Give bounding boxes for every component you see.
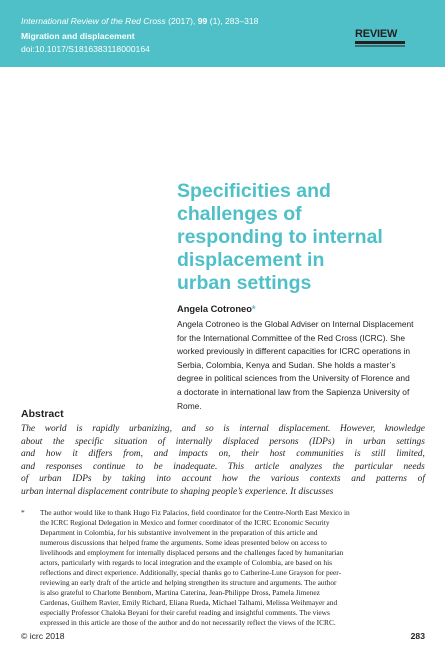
- abstract-word: internally: [175, 436, 213, 447]
- abstract-word: into: [156, 474, 171, 485]
- abstract-word: and: [21, 449, 36, 460]
- footnote-line: the ICRC Regional Delegation in Mexico and former coordinator of the ICRC Economic Security: [40, 518, 330, 527]
- abstract-word: knowledge: [384, 424, 425, 434]
- title-line: displacement in: [177, 249, 325, 271]
- title-line: urban settings: [177, 272, 312, 294]
- author-name: [177, 304, 256, 314]
- abstract-line: [21, 473, 425, 486]
- abstract-word: responses: [45, 461, 83, 472]
- journal-year: (2017),: [168, 16, 196, 26]
- abstract-word: The: [21, 424, 36, 434]
- abstract-word: about: [21, 436, 43, 447]
- abstract-word: by: [102, 474, 112, 485]
- abstract-word: inadequate.: [173, 461, 218, 472]
- title-line: challenges of: [177, 203, 302, 225]
- bio-line: a doctorate in international law from the Sapienza University of: [177, 386, 410, 397]
- journal-pages: 283–318: [224, 16, 259, 26]
- bio-line: worked previously in different capacities for ICRC operations in: [177, 346, 411, 357]
- abstract-word: the: [52, 436, 65, 447]
- abstract-body: [21, 423, 425, 499]
- footnote-text: [40, 508, 425, 628]
- abstract-word: so: [205, 424, 214, 434]
- abstract-word: displaced: [222, 436, 259, 447]
- footnote-line: is also grateful to Charlotte Bennborn, Martina Caterina, Jean-Philippe Dross, Pamela Jimenez: [40, 588, 320, 597]
- abstract-word: is: [223, 424, 230, 434]
- abstract-word: persons: [269, 436, 299, 447]
- abstract-word: contexts: [309, 474, 341, 485]
- abstract-word: displacement.: [278, 424, 331, 434]
- footnote-line: reviewing an early draft of the article and helping strengthen its structure and arguments. The author: [40, 578, 337, 587]
- abstract-line: [21, 448, 425, 461]
- abstract-word: on,: [218, 449, 231, 460]
- abstract-word: and: [21, 461, 36, 472]
- abstract-word: analyzes: [289, 461, 323, 472]
- bio-line: Rome.: [177, 400, 202, 411]
- abstract-word: This: [227, 461, 245, 472]
- abstract-word: in: [345, 436, 353, 447]
- footnote-line: expressed in this article are those of the author and do not necessarily reflect the views of the ICRC.: [40, 618, 336, 627]
- footnote-line: Department in Colombia, for his substantive involvement in the preparation of this article and: [40, 528, 318, 537]
- bio-line: Serbia, Colombia, Kenya and Sudan. She holds a master’s: [177, 359, 396, 370]
- footnote-marker: *: [21, 508, 25, 517]
- bio-line: Angela Cotroneo is the Global Adviser on Internal Displacement: [177, 319, 414, 329]
- journal-header-band: [0, 0, 445, 67]
- abstract-word: the: [248, 474, 261, 485]
- abstract-word: be: [153, 461, 163, 472]
- footnote-line: reflections and direct experience. Additionally, special thanks go to Catherine-Lune Grayson for peer-: [40, 568, 342, 577]
- abstract-word: situation: [114, 436, 148, 447]
- abstract-word: to: [135, 461, 144, 472]
- abstract-heading: Abstract: [21, 408, 64, 420]
- abstract-line: [21, 423, 425, 436]
- abstract-word: internal: [239, 424, 269, 434]
- abstract-word: settings: [396, 436, 425, 447]
- abstract-word: of: [417, 474, 425, 485]
- footnote-line: The author would like to thank Hugo Fiz Palacios, field coordinator for the Centre-North East Mexico in: [40, 508, 350, 517]
- abstract-word: from,: [123, 449, 143, 460]
- footnote-line: livelihoods and employment for internally displaced persons and the challenges faced by humanitarian: [40, 548, 344, 557]
- journal-issue: (1),: [209, 16, 223, 26]
- abstract-word: still: [371, 449, 386, 460]
- abstract-word: world: [44, 424, 67, 434]
- page-number: 283: [410, 631, 425, 641]
- footnote-line: actors, particularly with regards to local integration and the example of Colombia, are based on his: [40, 558, 333, 567]
- abstract-line: urban internal displacement contribute to shaping people’s experience. It discusses: [21, 486, 334, 497]
- review-logo: [355, 29, 410, 49]
- abstract-word: how: [222, 474, 238, 485]
- abstract-word: patterns: [376, 474, 407, 485]
- author-name-text: Angela Cotroneo: [177, 304, 252, 314]
- logo-subrule: [355, 45, 405, 47]
- abstract-word: particular: [354, 461, 393, 472]
- copyright-notice: © icrc 2018: [21, 631, 65, 641]
- review-logo-text: REVIEW: [355, 28, 398, 40]
- author-bio: [177, 318, 427, 413]
- abstract-word: host: [269, 449, 286, 460]
- footnote-line: especially Professor Chaloka Beyani for their careful reading and insightful comments. The views: [40, 608, 330, 617]
- abstract-word: However,: [340, 424, 376, 434]
- abstract-word: urban: [39, 474, 62, 485]
- article-title: [177, 180, 437, 295]
- journal-citation: [21, 16, 258, 26]
- abstract-word: of: [157, 436, 166, 447]
- abstract-word: (IDPs): [309, 436, 335, 447]
- abstract-word: various: [270, 474, 299, 485]
- abstract-word: and: [153, 449, 168, 460]
- footnote-line: Cardenas, Guilhem Ravier, Emily Richard, Eliana Rueda, Michael Talhami, Melissa Weihmayer and: [40, 598, 338, 607]
- abstract-word: continue: [92, 461, 126, 472]
- abstract-line: [21, 461, 425, 474]
- abstract-word: taking: [122, 474, 146, 485]
- logo-rule: [355, 41, 405, 44]
- bio-line: degree in political sciences from the University of Florence and: [177, 373, 410, 384]
- abstract-word: and: [181, 424, 196, 434]
- bio-line: for the International Committee of the Red Cross (ICRC). She: [177, 332, 406, 343]
- abstract-word: their: [241, 449, 259, 460]
- abstract-word: communities: [296, 449, 344, 460]
- abstract-word: account: [181, 474, 212, 485]
- abstract-word: article: [254, 461, 280, 472]
- doi-link[interactable]: doi:10.1017/S1816383118000164: [21, 44, 150, 54]
- section-name: Migration and displacement: [21, 31, 135, 41]
- title-line: responding to internal: [177, 226, 383, 248]
- abstract-word: specific: [75, 436, 104, 447]
- journal-volume: 99: [197, 16, 208, 26]
- abstract-word: urban: [363, 436, 386, 447]
- abstract-word: needs: [403, 461, 425, 472]
- abstract-word: urbanizing,: [128, 424, 172, 434]
- abstract-word: impacts: [178, 449, 208, 460]
- abstract-word: is: [354, 449, 361, 460]
- abstract-word: rapidly: [92, 424, 120, 434]
- abstract-word: and: [351, 474, 366, 485]
- abstract-word: limited,: [396, 449, 425, 460]
- journal-name: International Review of the Red Cross: [21, 16, 166, 26]
- abstract-word: is: [76, 424, 83, 434]
- title-line: Specificities and: [177, 180, 331, 202]
- abstract-word: differs: [88, 449, 113, 460]
- abstract-word: how: [45, 449, 62, 460]
- abstract-word: the: [332, 461, 345, 472]
- abstract-word: it: [72, 449, 78, 460]
- abstract-word: of: [21, 474, 29, 485]
- abstract-word: IDPs: [72, 474, 92, 485]
- abstract-line: [21, 436, 425, 449]
- footnote-line: numerous discussions that helped frame the arguments. Some ideas presented below on access to: [40, 538, 327, 547]
- author-footnote-marker[interactable]: *: [251, 304, 256, 314]
